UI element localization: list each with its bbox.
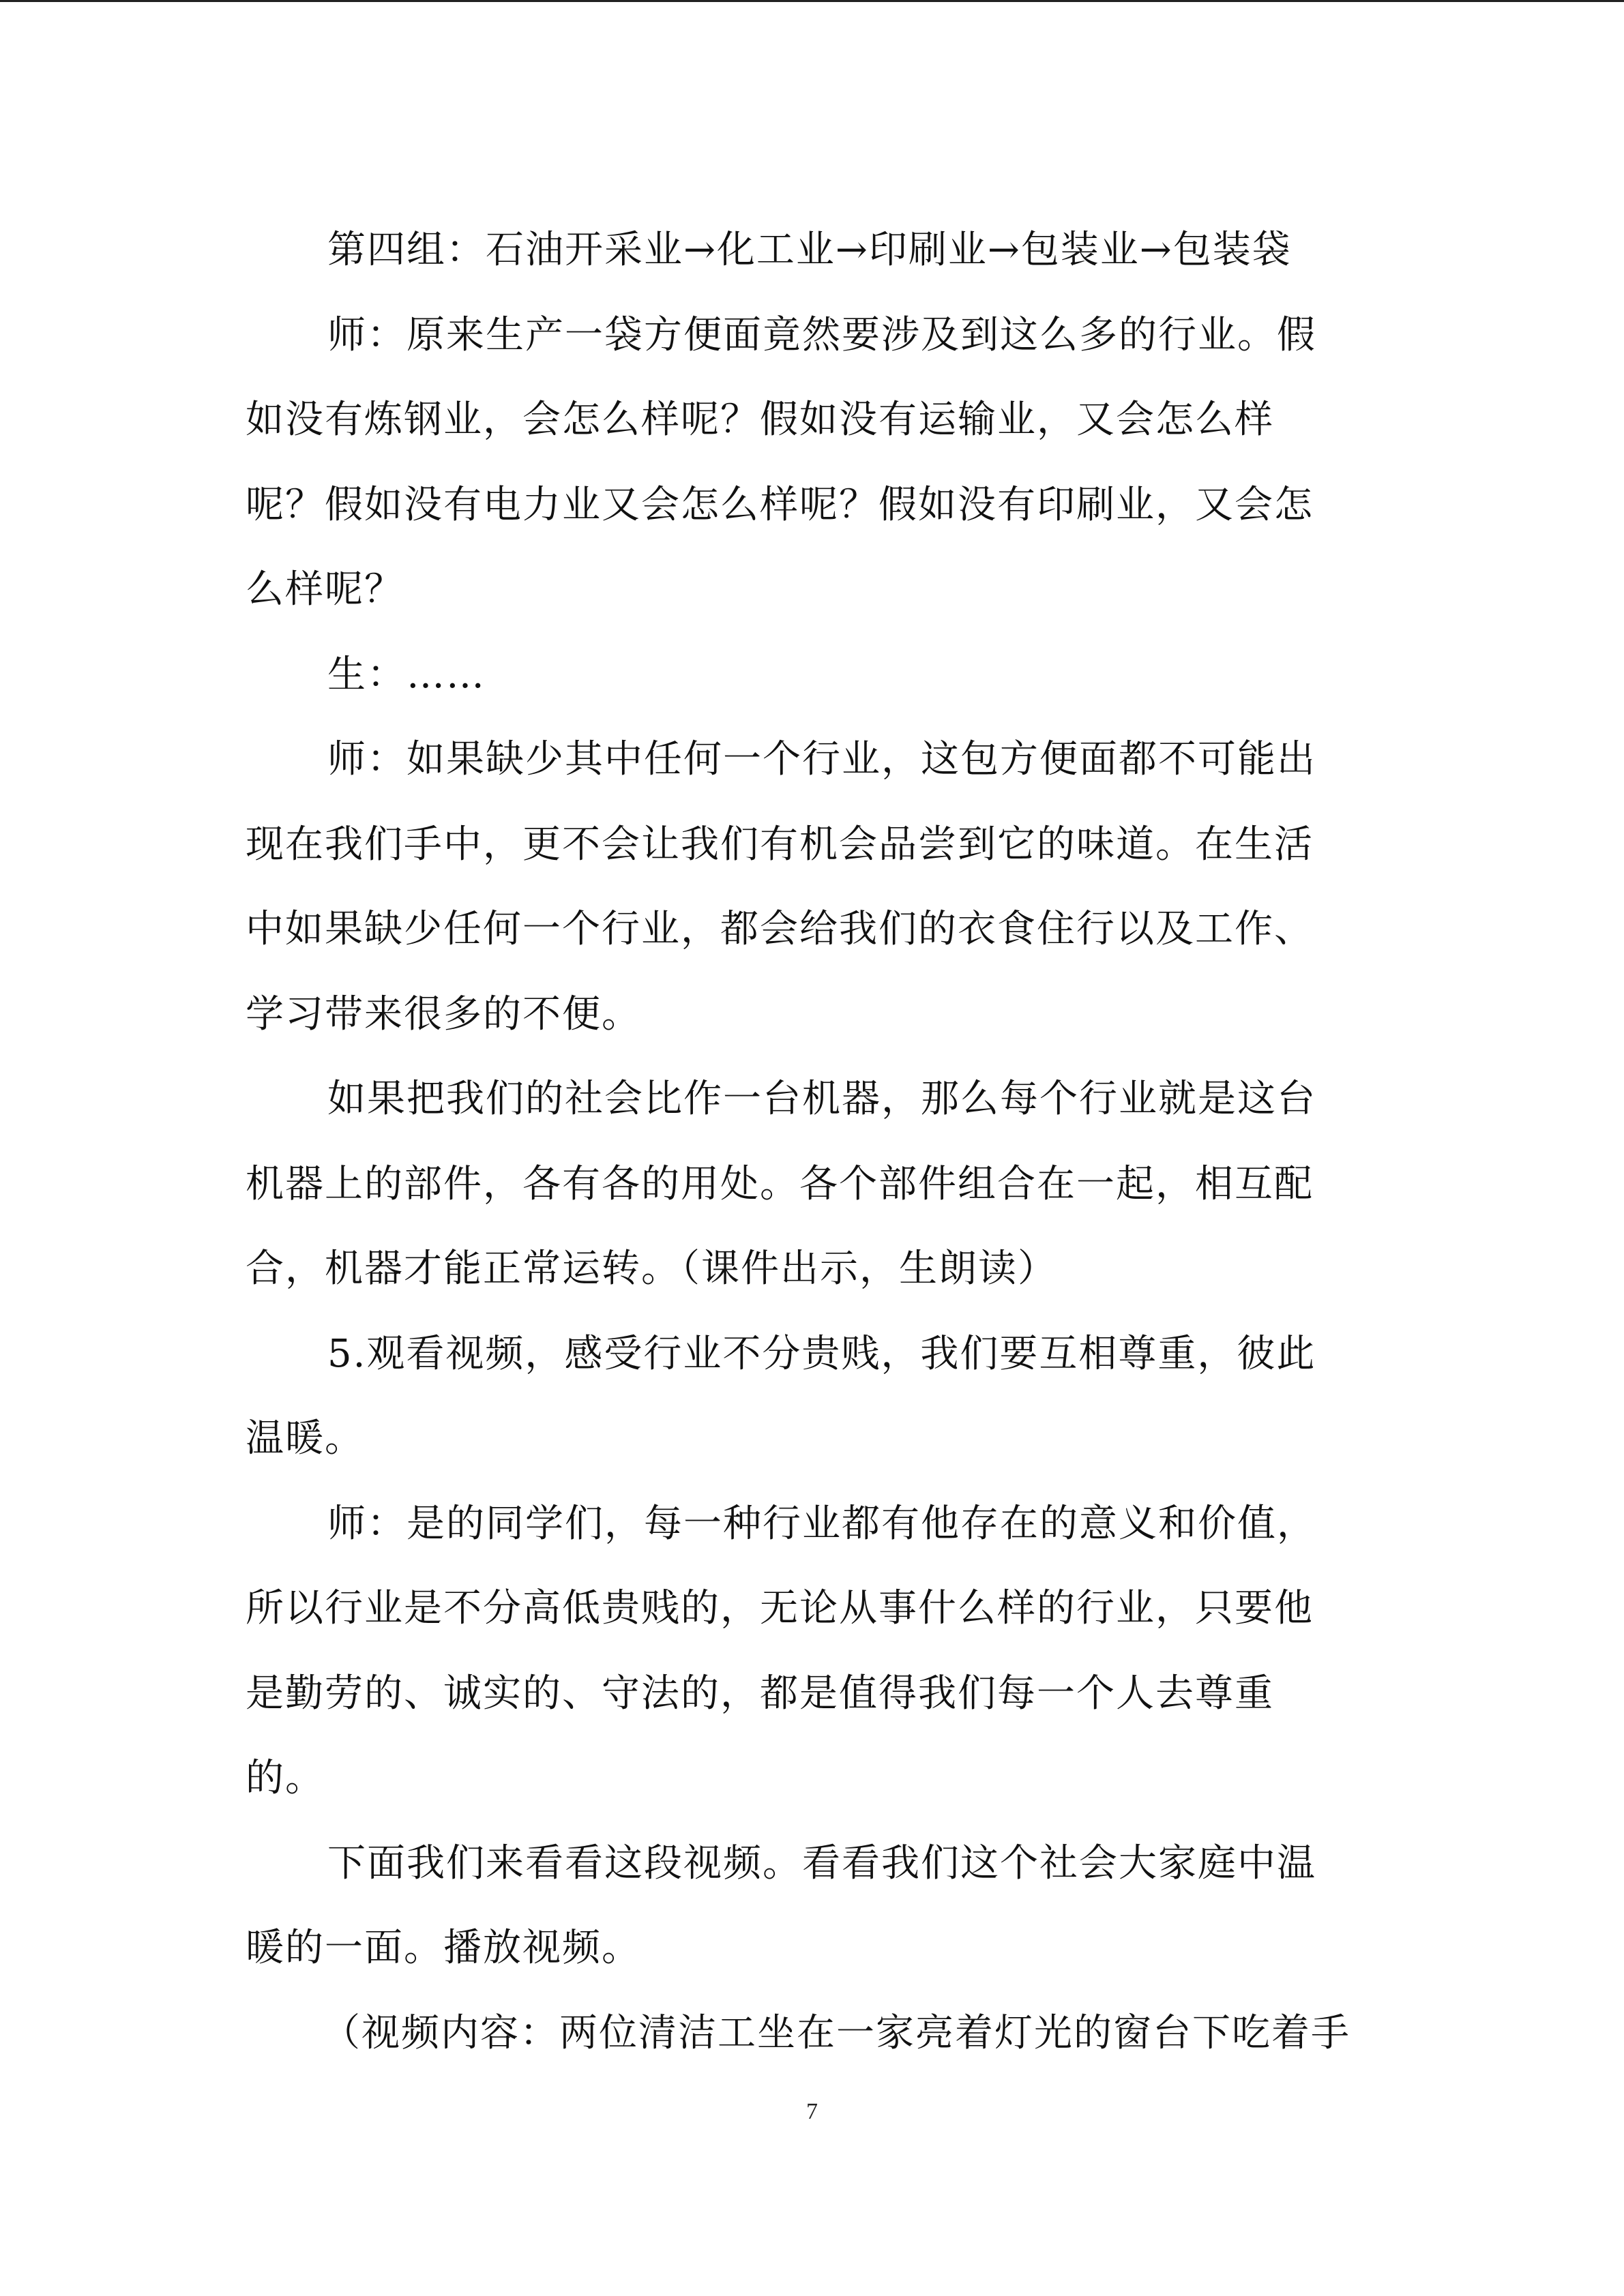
text-line: 现在我们手中，更不会让我们有机会品尝到它的味道。在生活 xyxy=(246,822,1314,867)
text-line: 是勤劳的、诚实的、守法的，都是值得我们每一个人去尊重 xyxy=(246,1671,1274,1716)
top-border-line xyxy=(0,0,1624,2)
text-line: 如果把我们的社会比作一台机器，那么每个行业就是这台 xyxy=(327,1077,1316,1121)
text-line: 机器上的部件，各有各的用处。各个部件组合在一起，相互配 xyxy=(246,1161,1314,1206)
text-line: 如没有炼钢业，会怎么样呢？假如没有运输业，又会怎么样 xyxy=(246,398,1274,442)
text-line: 中如果缺少任何一个行业，都会给我们的衣食住行以及工作、 xyxy=(246,907,1314,951)
text-line: 呢？假如没有电力业又会怎么样呢？假如没有印刷业，又会怎 xyxy=(246,482,1314,527)
text-line: 合，机器才能正常运转。（课件出示，生朗读） xyxy=(246,1247,1057,1291)
text-line: 师：原来生产一袋方便面竟然要涉及到这么多的行业。假 xyxy=(327,312,1316,357)
text-line: 么样呢？ xyxy=(246,567,404,612)
text-line: 暖的一面。播放视频。 xyxy=(246,1926,641,1970)
text-line: 师：是的同学们，每一种行业都有他存在的意义和价值， xyxy=(327,1501,1316,1546)
body-text xyxy=(246,208,1354,2076)
text-line: （视频内容：两位清洁工坐在一家亮着灯光的窗台下吃着手 xyxy=(322,2010,1350,2055)
text-line: 下面我们来看看这段视频。看看我们这个社会大家庭中温 xyxy=(327,1840,1316,1885)
page-number: 7 xyxy=(806,2099,818,2124)
text-line: 第四组：石油开采业→化工业→印刷业→包装业→包装袋 xyxy=(327,228,1292,272)
text-line: 的。 xyxy=(246,1756,325,1800)
text-line: 师：如果缺少其中任何一个行业，这包方便面都不可能出 xyxy=(327,737,1316,781)
text-line: 学习带来很多的不便。 xyxy=(246,992,641,1037)
text-line: 所以行业是不分高低贵贱的，无论从事什么样的行业，只要他 xyxy=(246,1586,1314,1630)
text-line: 温暖。 xyxy=(246,1416,364,1461)
text-line: 生：…… xyxy=(327,652,486,697)
text-line: 5.观看视频，感受行业不分贵贱，我们要互相尊重，彼此 xyxy=(327,1331,1316,1376)
